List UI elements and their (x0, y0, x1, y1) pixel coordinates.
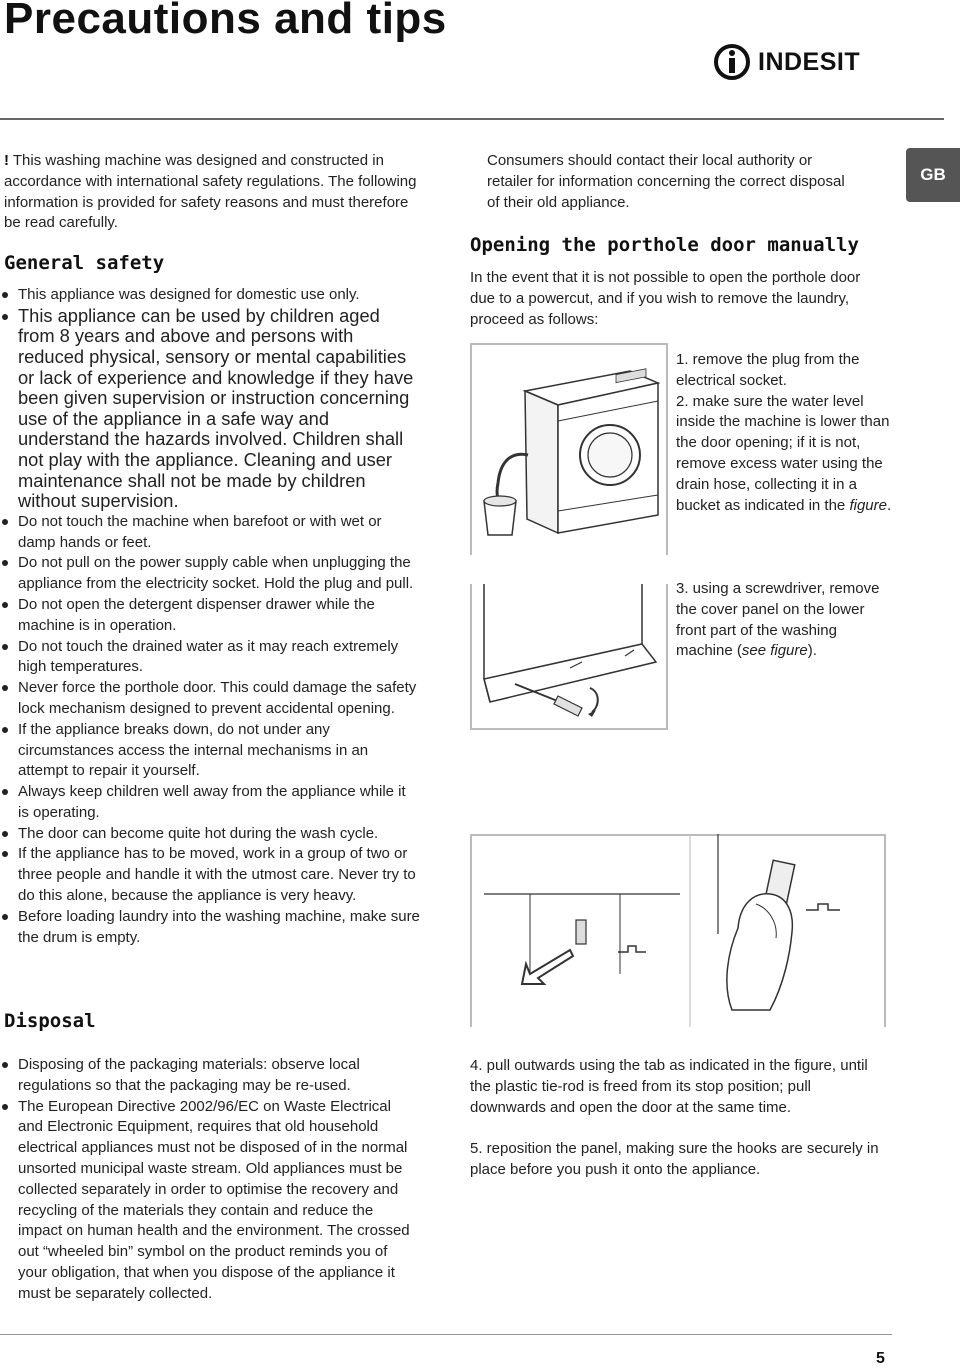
step-2: 2. make sure the water level inside the machine is lower than the door opening; if it is not, remove excess water using the drain hose, collecting it in a bucket as indicated in the figure. (676, 392, 892, 514)
step-1: 1. remove the plug from the electrical socket. (676, 351, 860, 389)
list-item: Do not open the detergent dispenser drawer while the machine is in operation. (0, 595, 420, 637)
language-tab: GB (906, 148, 960, 202)
pull-tab-figure (470, 834, 886, 1027)
indesit-logo (714, 44, 894, 88)
header-divider (0, 118, 944, 120)
list-item: The door can become quite hot during the wash cycle. (0, 824, 420, 845)
list-item: Do not pull on the power supply cable when unplugging the appliance from the electricity socket. Hold the plug and pull. (0, 553, 420, 595)
list-item: Do not touch the drained water as it may reach extremely high temperatures. (0, 637, 420, 679)
steps-1-2 (676, 350, 901, 516)
warning-mark: ! (4, 152, 9, 169)
disposal-list (0, 1055, 412, 1305)
list-item: Do not touch the machine when barefoot or with wet or damp hands or feet. (0, 512, 420, 554)
porthole-intro: In the event that it is not possible to open the porthole door due to a powercut, and if you wish to remove the laundry, proceed as follows: (470, 269, 861, 328)
list-item: The European Directive 2002/96/EC on Waste Electrical and Electronic Equipment, requires that old household electrical appliances must not be disposed of in the normal unsorted municipal waste stream. Old appliances must be collected separately in order to optimise the recovery and recycling of the materials they contain and reduce the impact on human health and the environment. The crossed out “wheeled bin” symbol on the product reminds you of your obligation, that when you dispose of the appliance it must be separately collected. (0, 1097, 412, 1305)
list-item: Never force the porthole door. This could damage the safety lock mechanism designed to prevent accidental opening. (0, 678, 420, 720)
remove-panel-figure (470, 584, 668, 730)
general-safety-heading: General safety (4, 252, 165, 274)
page-title: Precautions and tips (4, 0, 447, 43)
step-4: 4. pull outwards using the tab as indicated in the figure, until the plastic tie-rod is freed from its stop position; pull downwards and open the door at the same time. (470, 1057, 868, 1116)
step-3: 3. using a screwdriver, remove the cover panel on the lower front part of the washing machine (see figure). (676, 580, 880, 660)
brand-name: INDESIT (758, 48, 861, 76)
list-item: This appliance was designed for domestic use only. (0, 285, 420, 306)
footer-divider (0, 1334, 892, 1335)
disposal-heading: Disposal (4, 1010, 96, 1032)
general-safety-list (0, 285, 420, 948)
list-item: Always keep children well away from the appliance while it is operating. (0, 782, 420, 824)
intro-text: This washing machine was designed and constructed in accordance with international safety regulations. The following information is provided for safety reasons and must therefore be read carefully. (4, 152, 417, 232)
step-5: 5. reposition the panel, making sure the hooks are securely in place before you push it onto the appliance. (470, 1140, 879, 1178)
page-number: 5 (876, 1350, 885, 1367)
list-item: This appliance can be used by children aged from 8 years and above and persons with reduced physical, sensory or mental capabilities or lack of experience and knowledge if they have been given supervision or instruction concerning use of the appliance in a safe way and understand the hazards involved. Children shall not play with the appliance. Cleaning and user maintenance shall not be made by children without supervision. (0, 306, 420, 512)
list-item: Before loading laundry into the washing machine, make sure the drum is empty. (0, 907, 420, 949)
consumers-paragraph: Consumers should contact their local authority or retailer for information concerning the correct disposal of their old appliance. (487, 152, 845, 211)
list-item: Disposing of the packaging materials: observe local regulations so that the packaging may be re-used. (0, 1055, 412, 1097)
drain-water-figure (470, 343, 668, 555)
list-item: If the appliance has to be moved, work in a group of two or three people and handle it with the utmost care. Never try to do this alone, because the appliance is very heavy. (0, 844, 420, 906)
list-item: If the appliance breaks down, do not under any circumstances access the internal mechanisms in an attempt to repair it yourself. (0, 720, 420, 782)
intro-paragraph (4, 151, 420, 234)
porthole-heading: Opening the porthole door manually (470, 234, 859, 256)
